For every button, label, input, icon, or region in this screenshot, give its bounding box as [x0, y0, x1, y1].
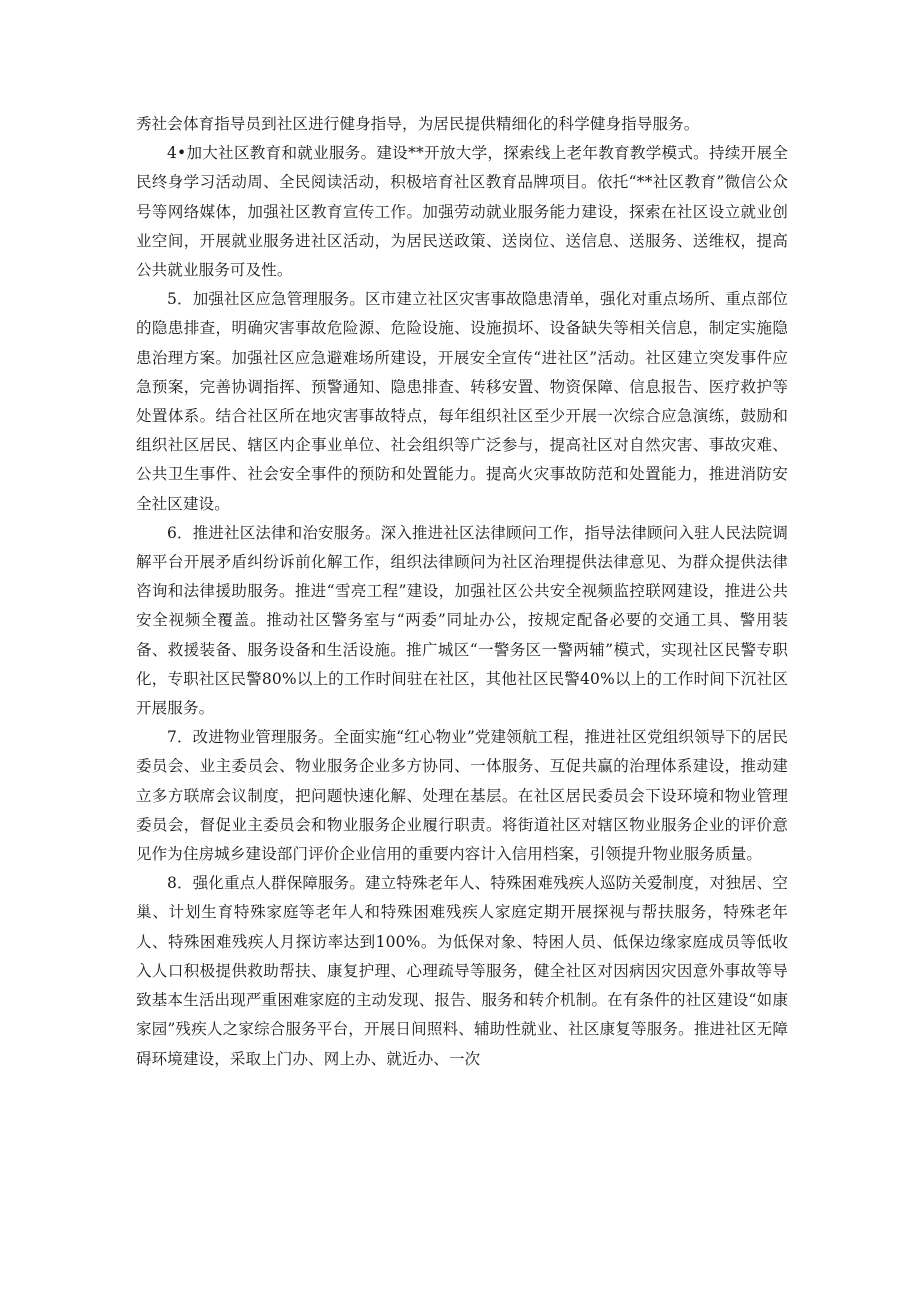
- paragraph-item-8-key-groups: 8．强化重点人群保障服务。建立特殊老年人、特殊困难残疾人巡防关爱制度，对独居、空巢、计划生育特殊家庭等老年人和特殊困难残疾人家庭定期开展探视与帮扶服务，特殊老年人、特殊困难残疾人月探访率达到100%。为低保对象、特困人员、低保边缘家庭成员等低收入人口积极提供救助帮扶、康复护理、心理疏导等服务，健全社区对因病因灾因意外事故等导致基本生活出现严重困难家庭的主动发现、报告、服务和转介机制。在有条件的社区建设“如康家园”残疾人之家综合服务平台，开展日间照料、辅助性就业、社区康复等服务。推进社区无障碍环境建设，采取上门办、网上办、就近办、一次: [136, 874, 788, 1068]
- document-body: [136, 110, 788, 1074]
- paragraph-item-6-legal-security: 6．推进社区法律和治安服务。深入推进社区法律顾问工作，指导法律顾问入驻人民法院调解平台开展矛盾纠纷诉前化解工作，组织法律顾问为社区治理提供法律意见、为群众提供法律咨询和法律援助服务。推进“雪亮工程”建设，加强社区公共安全视频监控联网建设，推进公共安全视频全覆盖。推动社区警务室与“两委”同址办公，按规定配备必要的交通工具、警用装备、救援装备、服务设备和生活设施。推广城区“一警务区一警两辅”模式，实现社区民警专职化，专职社区民警80%以上的工作时间驻在社区，其他社区民警40%以上的工作时间下沉社区开展服务。: [136, 523, 788, 718]
- paragraph-continuation: 秀社会体育指导员到社区进行健身指导，为居民提供精细化的科学健身指导服务。: [136, 115, 700, 133]
- paragraph-item-7-property-management: 7．改进物业管理服务。全面实施“红心物业”党建领航工程，推进社区党组织领导下的居民委员会、业主委员会、物业服务企业多方协同、一体服务、互促共赢的治理体系建设，推动建立多方联席会议制度，把问题快速化解、处理在基层。在社区居民委员会下设环境和物业管理委员会，督促业主委员会和物业服务企业履行职责。将街道社区对辖区物业服务企业的评价意见作为住房城乡建设部门评价企业信用的重要内容计入信用档案，引领提升物业服务质量。: [136, 728, 788, 864]
- paragraph-item-4-education-employment: 4•加大社区教育和就业服务。建设**开放大学，探索线上老年教育教学模式。持续开展全民终身学习活动周、全民阅读活动，积极培育社区教育品牌项目。依托“**社区教育”微信公众号等网络媒体，加强社区教育宣传工作。加强劳动就业服务能力建设，探索在社区设立就业创业空间，开展就业服务进社区活动，为居民送政策、送岗位、送信息、送服务、送维权，提高公共就业服务可及性。: [136, 144, 788, 280]
- paragraph-item-5-emergency-management: 5．加强社区应急管理服务。区市建立社区灾害事故隐患清单，强化对重点场所、重点部位的隐患排查，明确灾害事故危险源、危险设施、设施损坏、设备缺失等相关信息，制定实施隐患治理方案。加强社区应急避难场所建设，开展安全宣传“进社区”活动。社区建立突发事件应急预案，完善协调指挥、预警通知、隐患排查、转移安置、物资保障、信息报告、医疗救护等处置体系。结合社区所在地灾害事故特点，每年组织社区至少开展一次综合应急演练，鼓励和组织社区居民、辖区内企事业单位、社会组织等广泛参与，提高社区对自然灾害、事故灾难、公共卫生事件、社会安全事件的预防和处置能力。提高火灾事故防范和处置能力，推进消防安全社区建设。: [136, 290, 788, 513]
